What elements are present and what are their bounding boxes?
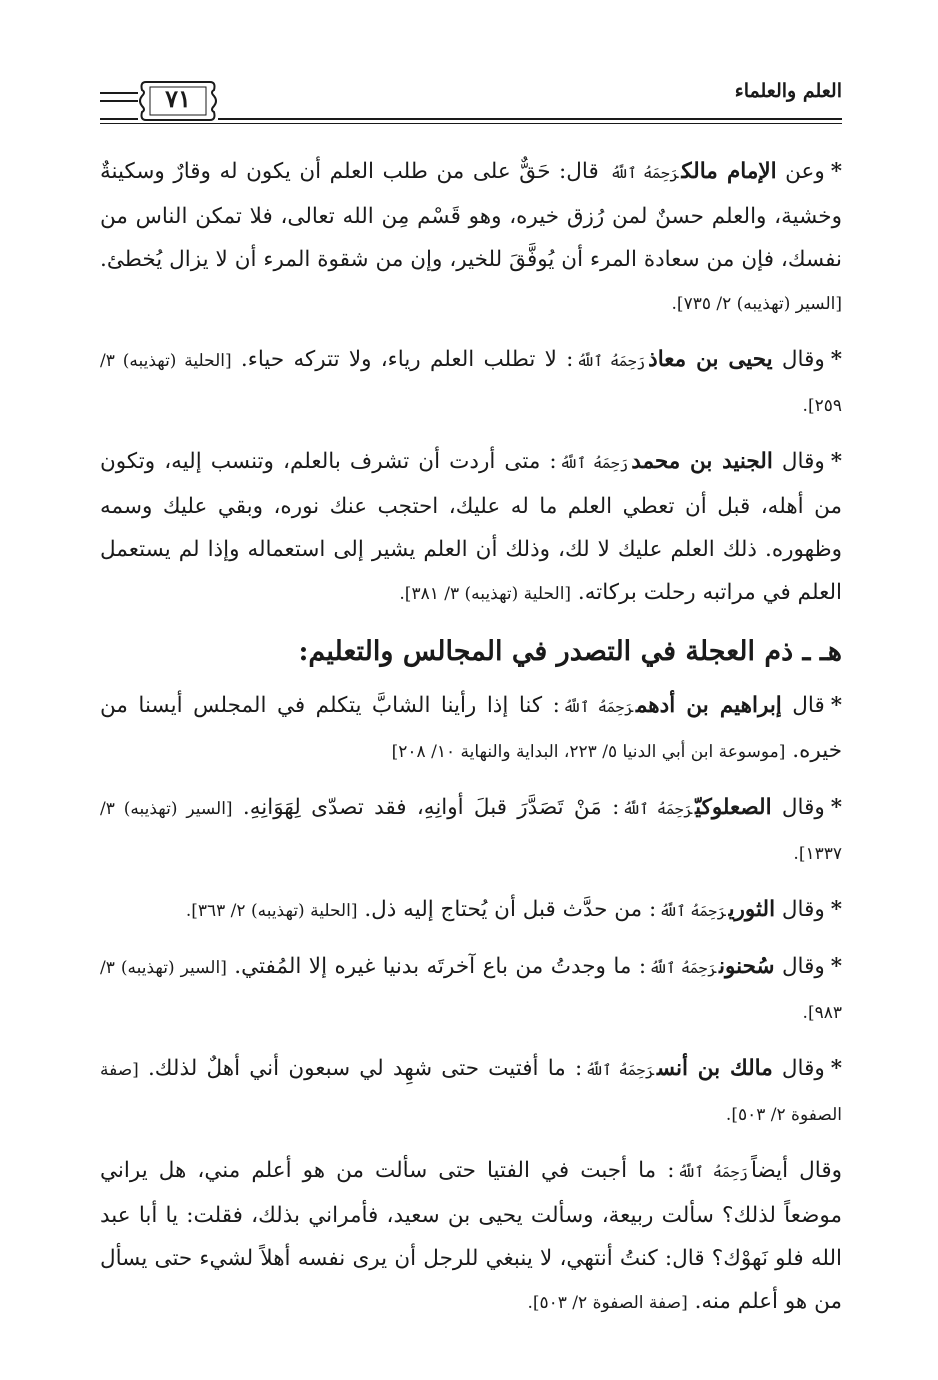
paragraph-lead: وقال (781, 897, 825, 922)
quote-text: : لا تطلب العلم رياء، ولا تتركه حياء. (240, 347, 574, 372)
page-header (100, 74, 842, 126)
bullet-star: * (830, 1056, 842, 1081)
person-name: إبراهيم بن أدهم (635, 693, 782, 718)
citation: [الحلية (تهذيبه) ٢/ ٣٦٣]. (185, 901, 358, 921)
honorific: رَحِمَهُ ٱللَّهُ (585, 1061, 654, 1079)
honorific: رَحِمَهُ ٱللَّهُ (576, 352, 646, 370)
paragraph-lead: وقال (781, 954, 825, 979)
citation: [صفة الصفوة ٢/ ٥٠٣]. (527, 1293, 688, 1313)
paragraph (100, 338, 842, 428)
honorific: رَحِمَهُ ٱللَّهُ (659, 902, 726, 920)
bullet-star: * (830, 954, 843, 979)
paragraph-lead: قال (792, 693, 825, 718)
person-name: الصعلوكيّ (695, 795, 772, 820)
paragraph-lead: وقال (781, 795, 825, 820)
bullet-star: * (830, 795, 842, 820)
section-heading: هـ ـ ذم العجلة في التصدر في المجالس والتعليم: (298, 636, 842, 667)
bullet-star: * (830, 449, 842, 474)
page-number: ٧١ (165, 84, 191, 113)
paragraph-lead: وقال (781, 449, 825, 474)
bullet-star: * (830, 897, 842, 922)
citation: [السير (تهذيبه) ٢/ ٧٣٥]. (671, 294, 842, 314)
paragraph (100, 1149, 842, 1325)
person-name: مالك بن أنس (656, 1056, 773, 1081)
quote-text: : ما وجدتُ من باع آخرتَه بدنيا غيره إلا المُفتي. (234, 954, 647, 979)
citation: [الحلية (تهذيبه) ٣/ ٣٨١]. (399, 584, 572, 604)
person-name: الإمام مالك (681, 159, 777, 184)
person-name: يحيى بن معاذ (648, 347, 773, 372)
honorific: رَحِمَهُ ٱللَّهُ (622, 800, 693, 818)
paragraph-lead: وعن (785, 159, 825, 184)
bullet-star: * (830, 347, 842, 372)
quote-text: : ما أجبت في الفتيا حتى سألت من هو أعلم مني، هل يراني موضعاً لذلك؟ سألت ربيعة، وسألت يحيى بن سعيد، فأمراني بذلك، فقلت: يا أبا عبد الله فلو نَهوْك؟ قال: كنتُ أنتهي، لا ينبغي للرجل أن يرى نفسه أهلاً لشيء حتى يسأل من هو أعلم منه. (100, 1158, 842, 1314)
page-number-frame (138, 78, 218, 120)
person-name: الجنيد بن محمد (631, 449, 773, 474)
honorific: رَحِمَهُ ٱللَّهُ (649, 959, 716, 977)
quote-text: قال: حَقٌّ على من طلب العلم أن يكون له وقارٌ وسكينةٌ وخشية، والعلم حسنٌ لمن رُزق خيره، وهو قَسْم مِن الله تعالى، فلا تمكن الناس من نفسك، فإن من سعادة المرء أن يُوفَّقَ للخير، وإن من شقوة المرء أن لا يزال يُخطئ. (100, 159, 842, 272)
quote-text: : متى أردت أن تشرف بالعلم، وتنسب إليه، وتكون من أهله، قبل أن تعطي العلم ما له عليك، احتجب عنك نوره، وبقي عليك وسمه وظهوره. ذلك العلم عليك لا لك، وذلك أن العلم يشير إلى استعماله وإذا لم يستعمل العلم في مراتبه رحلت بركاته. (100, 449, 842, 605)
paragraph-lead: وقال (781, 347, 825, 372)
citation: [الحلية (تهذيبه) ٣/ ٢٥٩]. (100, 351, 842, 416)
page-content (100, 150, 842, 1337)
bullet-star: * (830, 159, 842, 184)
honorific: رَحِمَهُ ٱللَّهُ (677, 1163, 748, 1181)
running-head: العلم والعلماء (729, 80, 842, 102)
paragraph (100, 684, 842, 774)
paragraph-lead: وقال (781, 1056, 825, 1081)
quote-text: : مَنْ تَصَدَّرَ قبلَ أوانِهِ، فقد تصدّى لِهَوَانِهِ. (242, 795, 620, 820)
honorific: رَحِمَهُ ٱللَّهُ (562, 698, 633, 716)
paragraph (100, 150, 842, 326)
person-name: سُحنون (719, 954, 775, 979)
citation: [موسوعة ابن أبي الدنيا ٥/ ٢٢٣، البداية والنهاية ١٠/ ٢٠٨] (391, 742, 786, 762)
paragraph (100, 786, 842, 876)
person-name: الثوري (728, 897, 776, 922)
quote-text: : كنا إذا رأينا الشابَّ يتكلم في المجلس أيسنا من خيره. (100, 693, 842, 763)
paragraph (100, 440, 842, 616)
citation: [صفة الصفوة ٢/ ٥٠٣]. (100, 1060, 842, 1125)
header-left-ornament-lines (100, 92, 138, 108)
quote-text: : ما أفتيت حتى شهِد لي سبعون أني أهلٌ لذلك. (147, 1056, 583, 1081)
citation: [السير (تهذيبه) ٣/ ٩٨٣]. (100, 958, 842, 1023)
honorific: رَحِمَهُ ٱللَّهُ (610, 164, 679, 182)
bullet-star: * (830, 693, 842, 718)
paragraph (100, 945, 842, 1035)
paragraph-lead: وقال أيضاً (750, 1158, 842, 1183)
citation: [السير (تهذيبه) ٣/ ١٣٣٧]. (100, 799, 842, 864)
paragraph (100, 888, 842, 933)
honorific: رَحِمَهُ ٱللَّهُ (559, 454, 629, 472)
quote-text: : من حدَّث قبل أن يُحتاج إليه ذل. (364, 897, 657, 922)
paragraph (100, 1047, 842, 1137)
